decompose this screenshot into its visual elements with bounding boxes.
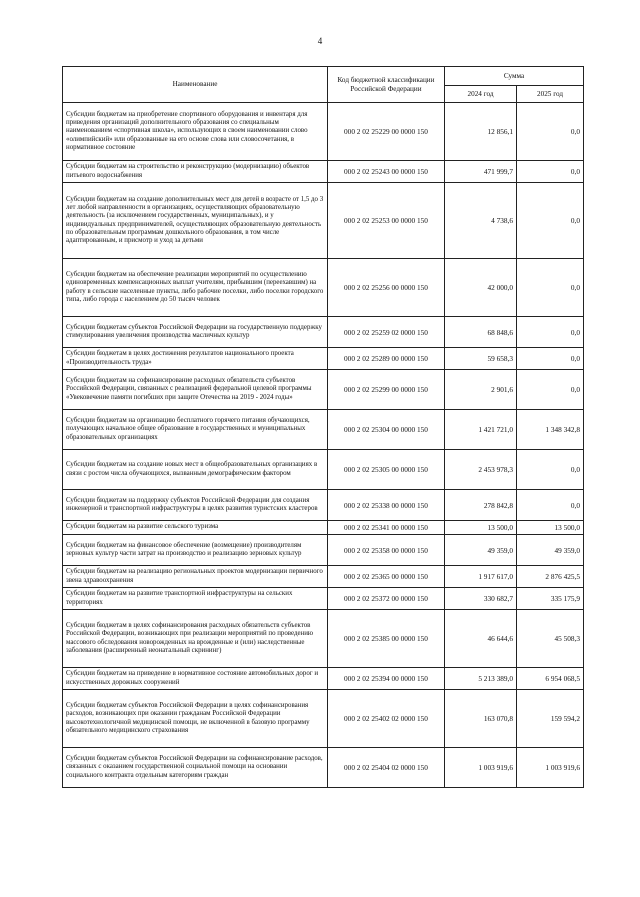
row-2025-cell: 0,0 [517,490,584,521]
row-2024-cell: 46 644,6 [445,610,517,668]
row-name-cell: Субсидии бюджетам субъектов Российской Федерации в целях софинансирования расходов, возникающих при оказании гражданам Российской Федерации высокотехнологичной медицинской помощи, не включенной в базовую программу обязательного медицинского страхования [63,690,328,748]
header-year-2024: 2024 год [445,86,517,103]
row-2024-cell: 330 682,7 [445,588,517,610]
row-2025-cell: 49 359,0 [517,535,584,566]
row-2025-cell: 13 500,0 [517,521,584,535]
row-code-cell: 000 2 02 25402 02 0000 150 [328,690,445,748]
row-code-cell: 000 2 02 25341 00 0000 150 [328,521,445,535]
table-row [63,370,584,410]
row-code-cell: 000 2 02 25394 00 0000 150 [328,668,445,690]
table-row [63,535,584,566]
row-code-cell: 000 2 02 25365 00 0000 150 [328,566,445,588]
row-code-cell: 000 2 02 25305 00 0000 150 [328,450,445,490]
row-name-cell: Субсидии бюджетам на финансовое обеспечение (возмещение) производителям зерновых культур части затрат на производство и реализацию зерновых культур [63,535,328,566]
header-year-2025: 2025 год [517,86,584,103]
row-2025-cell: 0,0 [517,370,584,410]
row-2024-cell: 42 000,0 [445,259,517,317]
row-2025-cell: 45 508,3 [517,610,584,668]
row-2025-cell: 335 175,9 [517,588,584,610]
row-name-cell: Субсидии бюджетам на приведение в нормативное состояние автомобильных дорог и искусственных дорожных сооружений [63,668,328,690]
row-name-cell: Субсидии бюджетам на развитие транспортной инфраструктуры на сельских территориях [63,588,328,610]
row-2025-cell: 2 876 425,5 [517,566,584,588]
row-2025-cell: 0,0 [517,183,584,259]
row-name-cell: Субсидии бюджетам на строительство и реконструкцию (модернизацию) объектов питьевого водоснабжения [63,161,328,183]
table-header-row [63,67,584,86]
row-name-cell: Субсидии бюджетам на реализацию региональных проектов модернизации первичного звена здравоохранения [63,566,328,588]
row-name-cell: Субсидии бюджетам на организацию бесплатного горячего питания обучающихся, получающих начальное общее образование в государственных и муниципальных образовательных организациях [63,410,328,450]
table-row [63,183,584,259]
row-2025-cell: 159 594,2 [517,690,584,748]
table-row [63,668,584,690]
header-name: Наименование [63,67,328,103]
row-2024-cell: 4 738,6 [445,183,517,259]
row-2024-cell: 163 070,8 [445,690,517,748]
row-name-cell: Субсидии бюджетам на создание новых мест в общеобразовательных организациях в связи с ростом числа обучающихся, вызванным демографическим фактором [63,450,328,490]
table-row [63,410,584,450]
row-code-cell: 000 2 02 25259 02 0000 150 [328,317,445,348]
table-row [63,588,584,610]
row-2024-cell: 2 453 978,3 [445,450,517,490]
row-code-cell: 000 2 02 25229 00 0000 150 [328,103,445,161]
row-name-cell: Субсидии бюджетам субъектов Российской Федерации на софинансирование расходов, связанных с оказанием государственной социальной помощи на основании социального контракта отдельным категориям граждан [63,748,328,788]
row-2024-cell: 13 500,0 [445,521,517,535]
table-row [63,348,584,370]
row-2024-cell: 471 999,7 [445,161,517,183]
budget-table [62,66,584,788]
row-code-cell: 000 2 02 25299 00 0000 150 [328,370,445,410]
table-row [63,748,584,788]
row-name-cell: Субсидии бюджетам субъектов Российской Федерации на государственную поддержку стимулирования увеличения производства масличных культур [63,317,328,348]
row-name-cell: Субсидии бюджетам на приобретение спортивного оборудования и инвентаря для приведения организаций дополнительного образования со специальным наименованием «спортивная школа», использующих в своем наименовании слово «олимпийский» или образованные на его основе слова или словосочетания, в нормативное состояние [63,103,328,161]
row-2025-cell: 0,0 [517,348,584,370]
row-name-cell: Субсидии бюджетам на обеспечение реализации мероприятий по осуществлению единовременных компенсационных выплат учителям, прибывшим (переехавшим) на работу в сельские населенные пункты, либо рабочие поселки, либо поселки городского типа, либо города с населением до 50 тысяч человек [63,259,328,317]
row-2024-cell: 2 901,6 [445,370,517,410]
row-2024-cell: 68 848,6 [445,317,517,348]
table-row [63,566,584,588]
row-name-cell: Субсидии бюджетам на софинансирование расходных обязательств субъектов Российской Федерации, связанных с реализацией федеральной целевой программы «Увековечение памяти погибших при защите Отечества на 2019 - 2024 годы» [63,370,328,410]
row-2024-cell: 1 421 721,0 [445,410,517,450]
row-code-cell: 000 2 02 25304 00 0000 150 [328,410,445,450]
row-code-cell: 000 2 02 25372 00 0000 150 [328,588,445,610]
row-2024-cell: 5 213 389,0 [445,668,517,690]
table-row [63,450,584,490]
row-code-cell: 000 2 02 25253 00 0000 150 [328,183,445,259]
row-code-cell: 000 2 02 25338 00 0000 150 [328,490,445,521]
row-2025-cell: 0,0 [517,103,584,161]
row-2025-cell: 1 348 342,8 [517,410,584,450]
row-code-cell: 000 2 02 25385 00 0000 150 [328,610,445,668]
row-2025-cell: 0,0 [517,161,584,183]
table-row [63,521,584,535]
row-code-cell: 000 2 02 25256 00 0000 150 [328,259,445,317]
table-row [63,490,584,521]
row-2025-cell: 0,0 [517,317,584,348]
row-2024-cell: 59 658,3 [445,348,517,370]
row-name-cell: Субсидии бюджетам в целях софинансирования расходных обязательств субъектов Российской Федерации, возникающих при реализации мероприятий по проведению массового обследования новорожденных на врожденные и (или) наследственные заболевания (расширенный неонатальный скрининг) [63,610,328,668]
row-2025-cell: 6 954 068,5 [517,668,584,690]
row-code-cell: 000 2 02 25289 00 0000 150 [328,348,445,370]
row-2024-cell: 278 842,8 [445,490,517,521]
table-row [63,161,584,183]
row-2025-cell: 0,0 [517,259,584,317]
row-2024-cell: 49 359,0 [445,535,517,566]
table-row [63,103,584,161]
row-code-cell: 000 2 02 25358 00 0000 150 [328,535,445,566]
table-row [63,690,584,748]
row-2024-cell: 1 003 919,6 [445,748,517,788]
row-name-cell: Субсидии бюджетам на развитие сельского туризма [63,521,328,535]
header-code: Код бюджетной классификации Российской Федерации [328,67,445,103]
table-body [63,103,584,788]
row-code-cell: 000 2 02 25243 00 0000 150 [328,161,445,183]
row-2025-cell: 0,0 [517,450,584,490]
row-2024-cell: 12 856,1 [445,103,517,161]
row-code-cell: 000 2 02 25404 02 0000 150 [328,748,445,788]
table-row [63,610,584,668]
header-sum: Сумма [445,67,584,86]
table-row [63,259,584,317]
table-row [63,317,584,348]
row-2025-cell: 1 003 919,6 [517,748,584,788]
page-number: 4 [317,36,323,46]
row-2024-cell: 1 917 617,0 [445,566,517,588]
row-name-cell: Субсидии бюджетам на создание дополнительных мест для детей в возрасте от 1,5 до 3 лет любой направленности в организациях, осуществляющих образовательную деятельность (за исключением государственных, муниципальных), и у индивидуальных предпринимателей, осуществляющих образовательную деятельность по образовательным программам дошкольного образования, в том числе адаптированным, и присмотр и уход за детьми [63,183,328,259]
row-name-cell: Субсидии бюджетам на поддержку субъектов Российской Федерации для создания инженерной и транспортной инфраструктуры в целях развития туристских кластеров [63,490,328,521]
row-name-cell: Субсидии бюджетам в целях достижения результатов национального проекта «Производительность труда» [63,348,328,370]
